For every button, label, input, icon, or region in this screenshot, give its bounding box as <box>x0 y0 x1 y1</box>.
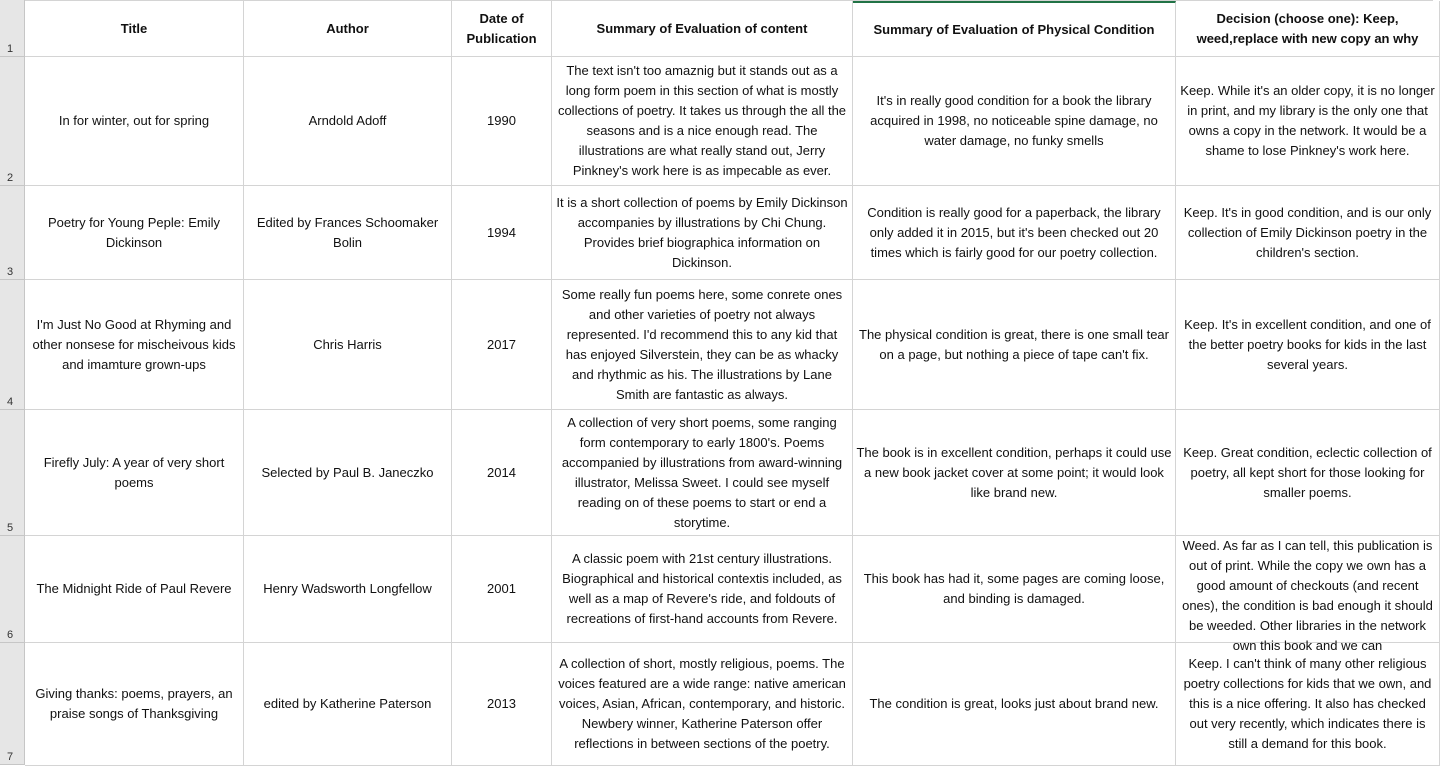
cell-text: Arndold Adoff <box>308 113 387 128</box>
cell-text: 2017 <box>487 336 516 352</box>
cell-text: Some really fun poems here, some conrete ones and other varieties of poetry not always represented. I'd recommend this to any kid that has enjoyed Silverstein, they can be as whacky and rhythmic as his. The illustrations by Lane Smith are fantastic as always. <box>561 286 843 402</box>
cell-text: A collection of short, mostly religious, poems. The voices featured are a wide range: native american voices, Asian, African, contemporary, and historic. Newbery winner, Katherine Paterson offer reflections in between sections of the poetry. <box>558 656 846 751</box>
header-cell-decision[interactable] <box>1176 1 1440 57</box>
header-cell-date[interactable] <box>452 1 552 57</box>
cell-text: Poetry for Young Peple: Emily Dickinson <box>48 214 220 250</box>
row-number[interactable]: 7 <box>0 643 25 765</box>
cell-title[interactable] <box>25 536 244 643</box>
cell-text: Keep. Great condition, eclectic collection of poetry, all kept short for those looking for smaller poems. <box>1183 444 1432 500</box>
cell-text: Henry Wadsworth Longfellow <box>263 581 432 596</box>
cell-author[interactable] <box>244 410 452 536</box>
header-label: Summary of Evaluation of content <box>596 20 808 36</box>
cell-date[interactable] <box>452 643 552 766</box>
cell-text: It is a short collection of poems by Emily Dickinson accompanies by illustrations by Chi Chung. Provides brief biographica information on Dickinson. <box>556 194 848 270</box>
cell-date[interactable] <box>452 536 552 643</box>
cell-text: 2014 <box>487 464 516 480</box>
cell-physical[interactable] <box>853 280 1176 410</box>
cell-text: 2013 <box>487 696 516 711</box>
cell-text: The book is in excellent condition, perhaps it could use a new book jacket cover at some point; it would look like brand new. <box>856 444 1172 500</box>
cell-date[interactable] <box>452 410 552 536</box>
cell-text: The condition is great, looks just about brand new. <box>869 696 1159 711</box>
cell-text: It's in really good condition for a book the library acquired in 1998, no noticeable spine damage, no water damage, no funky smells <box>870 93 1158 148</box>
cell-content[interactable] <box>552 410 853 536</box>
cell-decision[interactable] <box>1176 536 1440 653</box>
header-label: Summary of Evaluation of Physical Condition <box>873 21 1155 37</box>
cell-physical[interactable] <box>853 186 1176 280</box>
cell-text: The physical condition is great, there is one small tear on a page, but nothing a piece of tape can't fix. <box>859 326 1169 362</box>
cell-text: Condition is really good for a paperback, the library only added it in 2015, but it's been checked out 20 times which is fairly good for our poetry collection. <box>867 204 1161 260</box>
cell-grid <box>25 0 1433 765</box>
cell-date[interactable] <box>452 186 552 280</box>
cell-decision[interactable] <box>1176 280 1440 410</box>
header-cell-content[interactable] <box>552 1 853 57</box>
header-cell-physical[interactable] <box>853 1 1176 57</box>
cell-content[interactable] <box>552 643 853 766</box>
cell-text: Giving thanks: poems, prayers, an praise songs of Thanksgiving <box>35 686 233 721</box>
cell-physical[interactable] <box>853 57 1176 186</box>
cell-author[interactable] <box>244 186 452 280</box>
cell-content[interactable] <box>552 186 853 280</box>
cell-text: The text isn't too amaznig but it stands out as a long form poem in this section of what is mostly collections of poetry. It takes us through the all the seasons and is a nice enough read. The illustrations are what really stand out, Jerry Pinkney's work here is as impecable as ever. <box>557 63 847 178</box>
cell-date[interactable] <box>452 57 552 186</box>
cell-text: edited by Katherine Paterson <box>263 696 432 711</box>
row-number[interactable]: 6 <box>0 536 25 643</box>
cell-text: Firefly July: A year of very short poems <box>43 454 225 490</box>
cell-text: Keep. While it's an older copy, it is no longer in print, and my library is the only one that owns a copy in the network. It would be a shame to lose Pinkney's work here. <box>1180 83 1435 158</box>
cell-author[interactable] <box>244 536 452 643</box>
cell-physical[interactable] <box>853 643 1176 766</box>
cell-date[interactable] <box>452 280 552 410</box>
row-number[interactable]: 3 <box>0 186 25 280</box>
cell-title[interactable] <box>25 186 244 280</box>
cell-decision[interactable] <box>1176 186 1440 280</box>
cell-title[interactable] <box>25 280 244 410</box>
cell-text: This book has had it, some pages are coming loose, and binding is damaged. <box>863 571 1165 606</box>
cell-text: Selected by Paul B. Janeczko <box>261 464 434 480</box>
row-number[interactable]: 1 <box>0 0 25 57</box>
cell-text: Edited by Frances Schoomaker Bolin <box>256 214 439 250</box>
cell-title[interactable] <box>25 410 244 536</box>
cell-text: I'm Just No Good at Rhyming and other nonsese for mischeivous kids and imamture grown-ups <box>32 316 236 372</box>
header-cell-author[interactable] <box>244 1 452 57</box>
cell-text: 1994 <box>487 224 516 240</box>
cell-decision[interactable] <box>1176 57 1440 186</box>
header-label: Author <box>326 20 369 36</box>
cell-physical[interactable] <box>853 410 1176 536</box>
cell-text: The Midnight Ride of Paul Revere <box>36 581 232 596</box>
header-label: Decision (choose one): Keep, weed,replace with new copy an why <box>1196 10 1419 46</box>
cell-author[interactable] <box>244 280 452 410</box>
cell-title[interactable] <box>25 57 244 186</box>
cell-text: A classic poem with 21st century illustrations. Biographical and historical contextis included, as well as a map of Revere's ride, and foldouts of recreations of first-hand accounts from Revere. <box>562 551 842 626</box>
cell-author[interactable] <box>244 643 452 766</box>
cell-text: 1990 <box>487 113 516 128</box>
cell-text: Keep. It's in excellent condition, and one of the better poetry books for kids in the last several years. <box>1184 316 1431 372</box>
cell-content[interactable] <box>552 57 853 186</box>
cell-text: In for winter, out for spring <box>58 113 210 128</box>
cell-content[interactable] <box>552 536 853 643</box>
cell-text: Weed. As far as I can tell, this publication is out of print. While the copy we own has a good amount of checkouts (and recent ones), the condition is bad enough it should be weeded. Other libraries in the network own this book and we can <box>1182 538 1433 653</box>
cell-title[interactable] <box>25 643 244 766</box>
cell-decision[interactable] <box>1176 410 1440 536</box>
cell-author[interactable] <box>244 57 452 186</box>
row-header-gutter <box>0 0 25 765</box>
cell-text: 2001 <box>487 581 516 596</box>
cell-decision[interactable] <box>1176 643 1440 766</box>
cell-text: A collection of very short poems, some ranging form contemporary to early 1800's. Poems accompanied by illustrations from award-winning illustrator, Melissa Sweet. I could see myself reading on of these poems to start or end a storytime. <box>561 414 843 530</box>
cell-text: Chris Harris <box>313 336 382 352</box>
row-number[interactable]: 5 <box>0 410 25 536</box>
header-label: Date of Publication <box>466 10 537 46</box>
row-number[interactable]: 4 <box>0 280 25 410</box>
cell-content[interactable] <box>552 280 853 410</box>
cell-physical[interactable] <box>853 536 1176 643</box>
cell-text: Keep. I can't think of many other religious poetry collections for kids that we own, and this is a nice offering. It also has checked out very recently, which indicates there is still a demand for this book. <box>1183 656 1432 751</box>
header-cell-title[interactable] <box>25 1 244 57</box>
cell-text: Keep. It's in good condition, and is our only collection of Emily Dickinson poetry in the children's section. <box>1183 204 1432 260</box>
row-number[interactable]: 2 <box>0 57 25 186</box>
header-label: Title <box>120 20 148 36</box>
